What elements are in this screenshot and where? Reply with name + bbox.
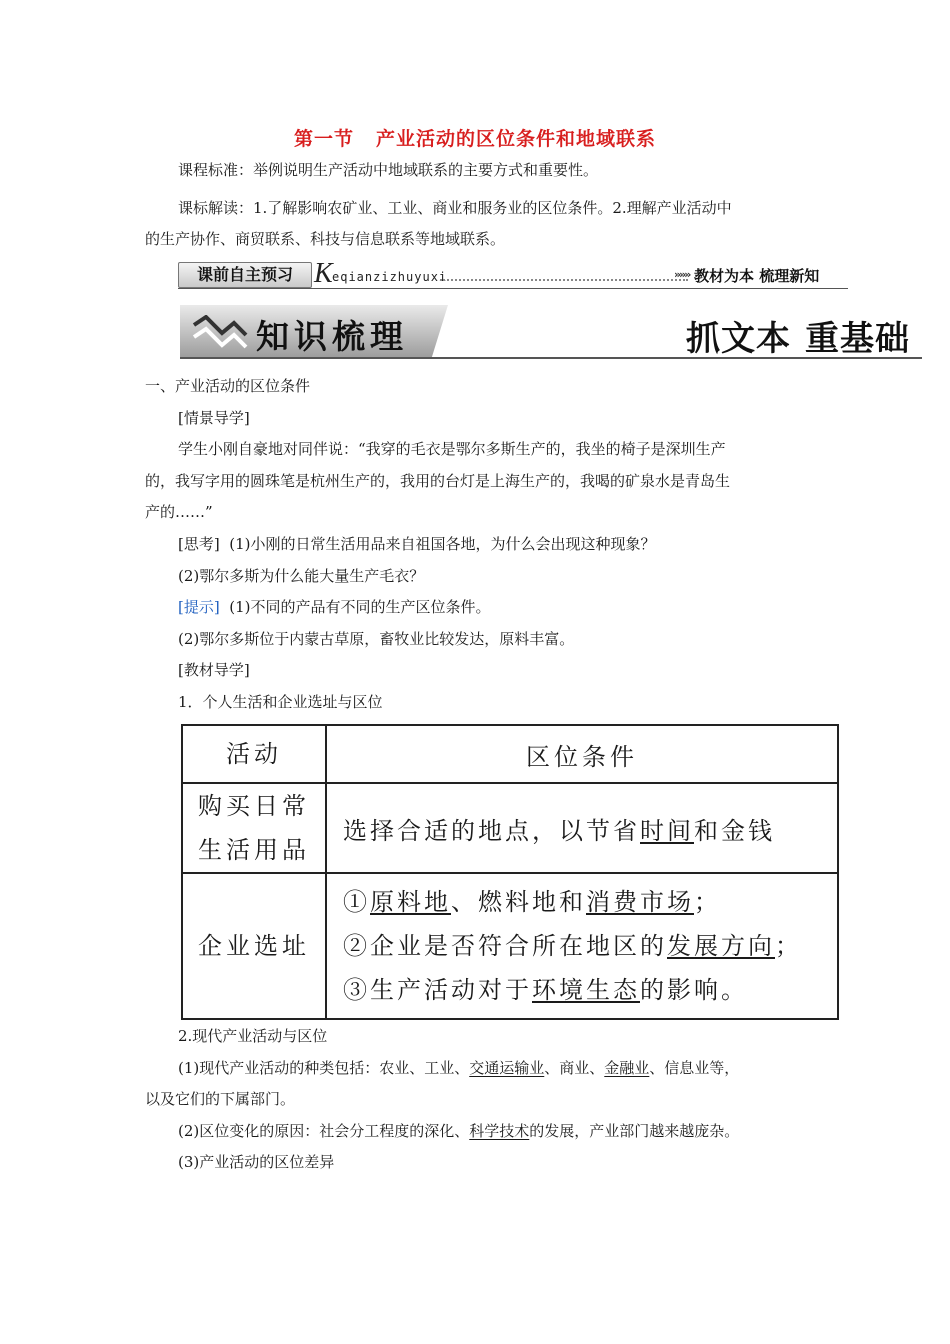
p1-text: (1)现代产业活动的种类包括：农业、工业、	[178, 1059, 470, 1077]
table-header-row	[182, 725, 838, 783]
condition-text: ①	[343, 888, 370, 916]
condition-site-selection	[326, 873, 838, 1019]
keyword-transport: 交通运输业	[469, 1059, 545, 1077]
think-q1-text: (1)小刚的日常生活用品来自祖国各地，为什么会出现这种现象？	[229, 535, 656, 553]
keyword-ecology: 环境生态	[532, 976, 640, 1004]
header-condition: 区位条件	[326, 725, 838, 783]
condition-text: 金钱	[721, 816, 775, 845]
chevrons-icon: »»»	[674, 268, 690, 281]
keyword-market: 消费市场	[586, 888, 694, 916]
keyword-finance: 金融业	[604, 1059, 650, 1077]
preview-banner-label: 课前自主预习	[178, 262, 312, 288]
condition-text: 和	[694, 816, 721, 845]
section2-heading: 2.现代产业活动与区位	[178, 1027, 328, 1045]
knowledge-banner	[180, 305, 922, 361]
condition-text: ；	[775, 932, 802, 960]
keyword-development: 发展方向	[667, 932, 775, 960]
p2-text: 的发展，产业部门越来越庞杂。	[529, 1122, 740, 1140]
hint-tag: [提示]	[178, 598, 220, 616]
scene-line-1: 学生小刚自豪地对同伴说：“我穿的毛衣是鄂尔多斯生产的，我坐的椅子是深圳生产	[178, 440, 726, 458]
condition-text: ②企业是否符合所在地区的	[343, 932, 667, 960]
keyword-raw-material: 原料地	[370, 888, 451, 916]
keyword-science-tech: 科学技术	[469, 1122, 530, 1140]
condition-line-3	[343, 968, 837, 1012]
page-title	[0, 124, 950, 151]
condition-text: ；	[694, 888, 721, 916]
preview-banner-pinyin: eqianzizhuyuxi	[332, 270, 448, 284]
condition-text: 选择合适的地点，以节省	[343, 816, 640, 845]
think-question-1	[178, 534, 656, 554]
scene-line-3: 产的……”	[145, 503, 213, 521]
condition-text: 、燃料地和	[451, 888, 586, 916]
interpretation-line-2: 的生产协作、商贸联系、科技与信息联系等地域联系。	[145, 230, 506, 248]
item-1-heading: 1．个人生活和企业选址与区位	[178, 693, 383, 711]
condition-line-2	[343, 924, 837, 968]
knowledge-banner-title: 知识梳理	[256, 317, 408, 356]
scene-tag: [情景导学]	[178, 409, 250, 427]
hint-answer-2: (2)鄂尔多斯位于内蒙古草原，畜牧业比较发达，原料丰富。	[178, 630, 575, 648]
section1-heading: 一、产业活动的区位条件	[145, 377, 311, 395]
activity-shopping-line-1: 购买日常	[198, 792, 310, 820]
p2-text: (2)区位变化的原因：社会分工程度的深化、	[178, 1122, 470, 1140]
dotted-divider	[440, 279, 688, 281]
section2-p1-line-2: 以及它们的下属部门。	[145, 1090, 296, 1108]
condition-text: ③生产活动对于	[343, 976, 532, 1004]
table-row	[182, 873, 838, 1019]
condition-line-1	[343, 880, 837, 924]
course-standard: 课程标准：举例说明生产活动中地域联系的主要方式和重要性。	[178, 161, 599, 179]
p1-text: 、商业、	[544, 1059, 605, 1077]
scene-line-2: 的，我写字用的圆珠笔是杭州生产的，我用的台灯是上海生产的，我喝的矿泉水是青岛生	[145, 472, 731, 490]
textbook-tag: [教材导学]	[178, 661, 250, 679]
section2-p2	[178, 1121, 739, 1141]
preview-banner	[178, 258, 848, 290]
slogan-part-b: 重基础	[805, 319, 910, 359]
activity-site-selection: 企业选址	[182, 873, 326, 1019]
p1-text: 、信息业等，	[649, 1059, 740, 1077]
slogan-part-a: 抓文本	[686, 319, 791, 359]
location-conditions-table	[181, 724, 839, 1020]
banner-underline	[178, 288, 848, 289]
hint-a1-text: (1)不同的产品有不同的生产区位条件。	[229, 598, 491, 616]
interpretation-line-1: 课标解读：1.了解影响农矿业、工业、商业和服务业的区位条件。2.理解产业活动中	[178, 199, 732, 217]
hint-answer-1	[178, 597, 491, 617]
keyword-time: 时间	[640, 816, 694, 845]
section2-p3: (3)产业活动的区位差异	[178, 1153, 335, 1171]
knowledge-banner-slogan	[686, 311, 910, 360]
section-name: 产业活动的区位条件和地域联系	[376, 128, 657, 150]
preview-banner-slogan: 教材为本 梳理新知	[694, 267, 820, 285]
section2-p1	[178, 1058, 739, 1078]
header-activity: 活动	[182, 725, 326, 783]
think-tag: [思考]	[178, 535, 220, 553]
condition-shopping	[326, 783, 838, 873]
preview-banner-initial: K	[314, 258, 333, 289]
condition-text: 的影响。	[640, 976, 748, 1004]
section-number: 第一节	[293, 128, 354, 150]
activity-shopping	[182, 783, 326, 873]
zigzag-logo-icon	[192, 315, 248, 349]
activity-shopping-line-2: 生活用品	[198, 836, 310, 864]
think-question-2: (2)鄂尔多斯为什么能大量生产毛衣？	[178, 567, 425, 585]
table-row	[182, 783, 838, 873]
